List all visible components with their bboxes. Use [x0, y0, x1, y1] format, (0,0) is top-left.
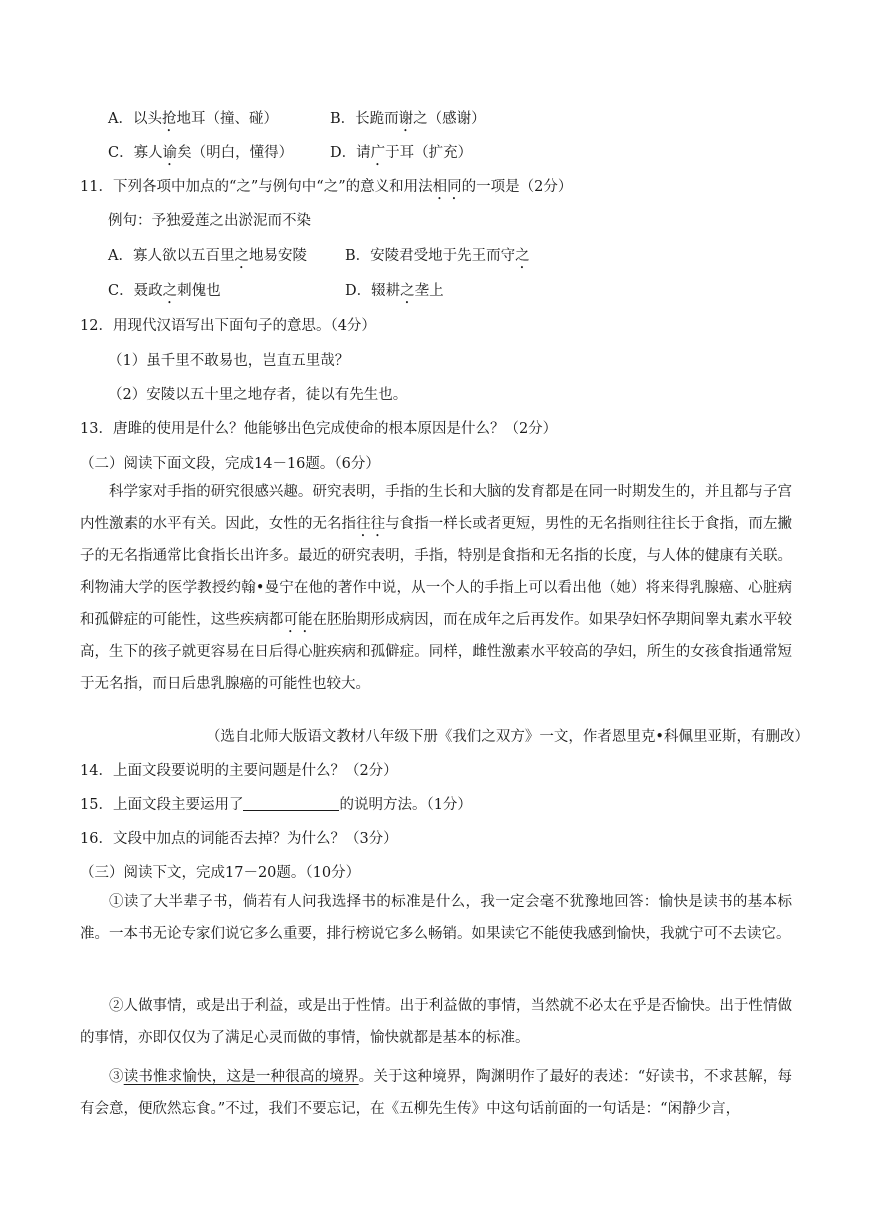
q11-option-a: A．寡人欲以五百里之地易安陵 — [108, 248, 307, 264]
q10-option-b: B．长跪而谢之（感谢） — [330, 111, 486, 127]
q12-sentence-1: （1）虽千里不敢易也，岂直五里哉？ — [108, 353, 350, 369]
q10-option-c: C．寡人谕矣（明白，懂得） — [108, 145, 294, 161]
q11-stem: 11．下列各项中加点的“之”与例句中“之”的意义和用法相同的一项是（2分） — [80, 179, 573, 195]
section-2-heading: （二）阅读下面文段，完成14－16题。（6分） — [80, 456, 380, 472]
q15-answer-blank[interactable] — [243, 796, 339, 811]
section-3-paragraph-3: ③读书惟求愉快，这是一种很高的境界。关于这种境界，陶渊明作了最好的表述：“好读书，不求甚解，每有会意，便欣然忘食。”不过，我们不要忘记，在《五柳先生传》中这句话前面的一句话是：“闲静少言， — [80, 1069, 792, 1117]
q12-sentence-2: （2）安陵以五十里之地存者，徒以有先生也。 — [108, 387, 408, 403]
underlined-sentence: 读书惟求愉快，这是一种很高的境界 — [123, 1069, 359, 1085]
q12-stem: 12．用现代汉语写出下面句子的意思。（4分） — [80, 318, 376, 334]
section-2-passage: 科学家对手指的研究很感兴趣。研究表明，手指的生长和大脑的发育都是在同一时期发生的，并且都与子宫内性激素的水平有关。因此，女性的无名指往往与食指一样长或者更短，男性的无名指则往往长于食指，而左撇子的无名指通常比食指长出许多。最近的研究表明，手指，特别是食指和无名指的长度，与人体的健康有关联。利物浦大学的医学教授约翰•曼宁在他的著作中说，从一个人的手指上可以看出他（她）将来得乳腺癌、心脏病和孤僻症的可能性，这些疾病都可能在胚胎期形成病因，而在成年之后再发作。如果孕妇怀孕期间睾丸素水平较高，生下的孩子就更容易在日后得心脏疾病和孤僻症。同样，雌性激素水平较高的孕妇，所生的女孩食指通常短于无名指，而日后患乳腺癌的可能性也较大。 — [80, 484, 792, 692]
q16-stem: 16．文段中加点的词能否去掉？为什么？（3分） — [80, 831, 398, 847]
section-2-source: （选自北师大版语文教材八年级下册《我们之双方》一文，作者恩里克•科佩里亚斯，有删改） — [205, 729, 809, 745]
q13-stem: 13．唐雎的使用是什么？他能够出色完成使命的根本原因是什么？（2分） — [80, 421, 558, 437]
q10-option-d: D．请广于耳（扩充） — [330, 145, 473, 161]
q11-example: 例句：予独爱莲之出淤泥而不染 — [108, 213, 311, 229]
q10-option-a: A．以头抢地耳（撞、碰） — [108, 111, 278, 127]
section-3-paragraph-1: ①读了大半辈子书，倘若有人问我选择书的标准是什么，我一定会毫不犹豫地回答：愉快是读书的基本标准。一本书无论专家们说它多么重要，排行榜说它多么畅销。如果读它不能使我感到愉快，我就宁可不去读它。 — [80, 894, 792, 942]
q15-stem: 15．上面文段主要运用了 的说明方法。（1分） — [80, 797, 472, 813]
q11-option-d: D．辍耕之垄上 — [345, 283, 444, 299]
q11-option-b: B．安陵君受地于先王而守之 — [345, 248, 530, 264]
section-3-heading: （三）阅读下文，完成17－20题。（10分） — [80, 865, 361, 881]
q14-stem: 14．上面文段要说明的主要问题是什么？（2分） — [80, 763, 398, 779]
q11-option-c: C．聂政之刺傀也 — [108, 283, 221, 299]
section-3-paragraph-2: ②人做事情，或是出于利益，或是出于性情。出于利益做的事情，当然就不必太在乎是否愉快。出于性情做的事情，亦即仅仅为了满足心灵而做的事情，愉快就都是基本的标准。 — [80, 998, 792, 1046]
